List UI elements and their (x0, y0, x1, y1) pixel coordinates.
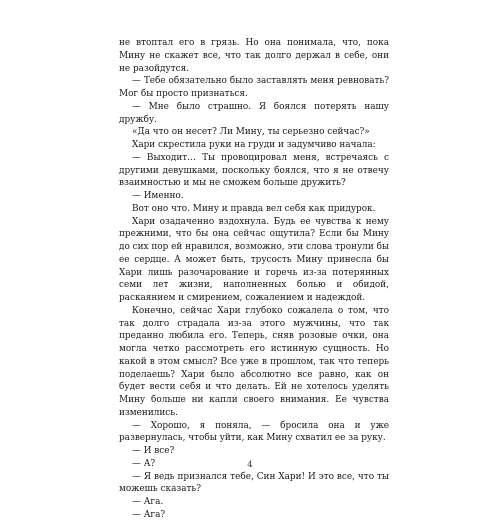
paragraph-5: Хари скрестила руки на груди и задумчиво начала: (132, 140, 376, 150)
paragraph-9: Хари озадаченно вздохнула. Будь ее чувства к нему прежними, что бы она сейчас ощутила? Если бы Мину до сих пор ей нравился, возможно, эти слова тронули бы ее сердце. А может быть, трусость Мину принесла бы Хари лишь разочарование и горечь из-за потерянных семи лет жизни, наполненных болью и обидой, раскаянием и смирением, сожалением и надеждой. (119, 216, 389, 303)
paragraph-3: — Мне было страшно. Я боялся потерять нашу дружбу. (119, 101, 389, 125)
paragraph-8: Вот оно что. Мину и правда вел себя как придурок. (132, 203, 376, 214)
paragraph-15: — Ага. (132, 497, 164, 507)
paragraph-2: — Тебе обязательно было заставлять меня ревновать? Мог бы просто признаться. (119, 76, 389, 99)
page-number: 4 (247, 460, 253, 470)
paragraph-13: — А? (132, 458, 156, 469)
paragraph-6: — Выходит… Ты провоцировал меня, встречаясь с другими девушками, поскольку боялся, что я не отвечу взаимностью и мы не сможем больше дружить? (119, 152, 389, 189)
paragraph-10: Конечно, сейчас Хари глубоко сожалела о том, что так долго страдала из-за этого мужчины, что так преданно любила его. Теперь, сняв розовые очки, она могла четко рассмотреть его истинную сущность. Но какой в этом смысл? Все уже в прошлом, так что теперь поделаешь? Хари было абсолютно все равно, как он будет вести себя и что делать. Ей не хотелось уделять Мину больше ни капли своего внимания. Ее чувства изменились. (119, 305, 389, 418)
page-text-block (119, 37, 389, 522)
paragraph-7: — Именно. (132, 191, 184, 201)
paragraph-4: «Да что он несет? Ли Мину, ты серьезно сейчас?» (132, 127, 370, 138)
paragraph-11: — Хорошо, я поняла, — бросила она и уже развернулась, чтобы уйти, как Мину схватил ее за руку. (119, 420, 389, 444)
paragraph-14: — Я ведь признался тебе, Син Хари! И это все, что ты можешь сказать? (119, 471, 389, 495)
paragraph-16: — Ага? (132, 509, 166, 520)
paragraph-12: — И все? (132, 446, 175, 456)
paragraph-1: не втоптал его в грязь. Но она понимала, что, пока Мину не скажет все, что так долго держал в себе, они не разойдутся. (119, 38, 389, 74)
